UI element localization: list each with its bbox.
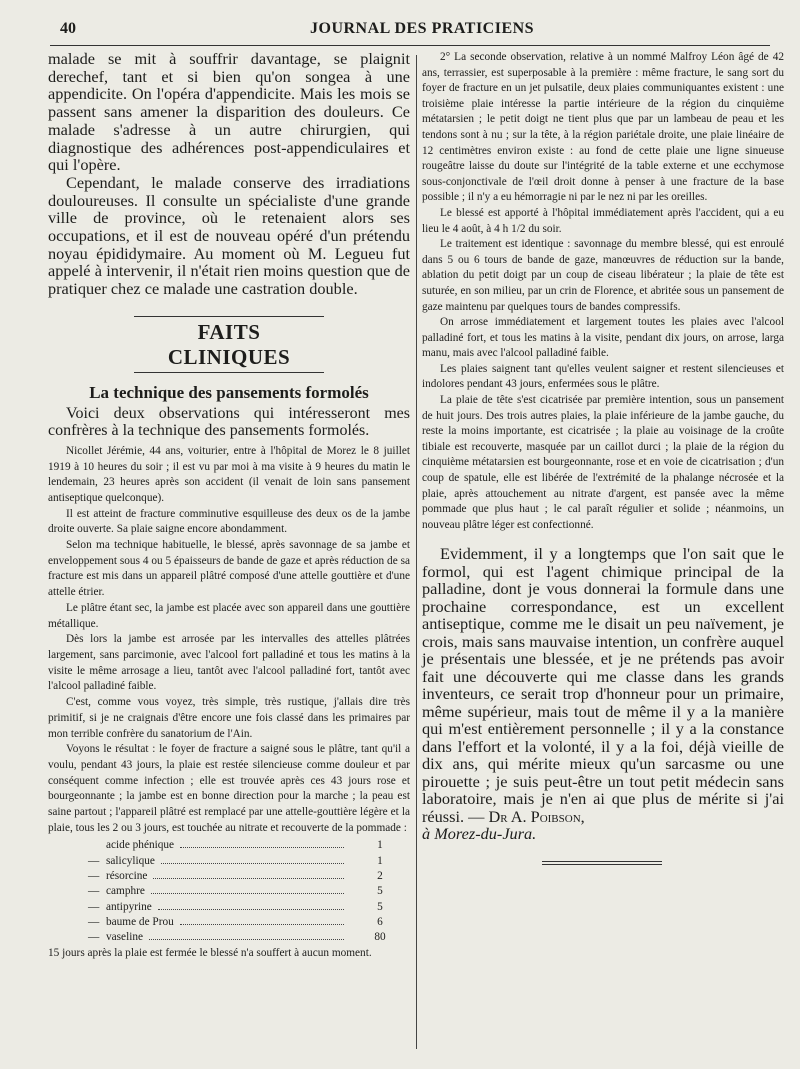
conclusion-block [422,545,784,843]
closing-paragraph: 15 jours après la plaie est fermée le blessé n'a souffert à aucun moment. [48,946,372,959]
recipe-ingredient: résorcine [106,870,148,883]
article-lead: Voici deux observations qui intéresseront mes confrères à la technique des pansements formolés. [48,404,410,440]
recipe-quantity: 5 [377,900,383,913]
leader-dots [158,909,344,910]
recipe-ingredient: baume de Prou [106,915,174,928]
recipe-quantity: 80 [374,931,386,944]
recipe-row [48,884,410,899]
observation-paragraph: Nicollet Jérémie, 44 ans, voiturier, entre à l'hôpital de Morez le 8 juillet 1919 à 10 heures du soir ; il est vu par moi à ma visite à 9 heures du matin le lendemain, 23 heures après son accident (il venait de loin sans pansement antiseptique quelconque). [48,444,410,504]
recipe-row [48,854,410,869]
header-rule [50,45,770,46]
observation-paragraph: Dès lors la jambe est arrosée par les intervalles des attelles plâtrées largement, sans parcimonie, avec l'alcool fort palladiné et tous les matins à la visite le même arrosage a lieu, tantôt avec l'alcool palladiné fort, tantôt avec l'alcool palladiné faible. [48,633,410,693]
recipe-ingredient: vaseline [106,931,144,944]
leader-dots [180,847,344,848]
observation-paragraph: Voyons le résultat : le foyer de fracture a saigné sous le plâtre, tant qu'il a voulu, pendant 43 jours, la plaie est restée silencieuse comme douleur et par conséquent comme infection ; elle est trouvée après ces 43 jours rose et bourgeonnante ; la jambe est en bonne direction pour la marche ; la peau est saine partout ; l'appareil plâtré est remplacé par une attelle-gouttière légère et la plaie, tous les 2 ou 3 jours, est touchée au nitrate et recouverte de la pommade : [48,743,410,834]
recipe-prefix: — [88,900,100,913]
journal-title: JOURNAL DES PRATICIENS [310,20,535,37]
conclusion-paragraph [422,545,784,843]
signature-place: à Morez-du-Jura. [422,824,537,844]
intro-paragraph-2: Cependant, le malade conserve des irradiations douloureuses. Il consulte un spécialiste d'une grande ville de province, où le retenaient alors ses occupations, et il est de nouveau opéré d'un prétendu noyau épididymaire. Au moment où M. Legueu fut appelé à intervenir, il n'était rien moins question que de pratiquer chez ce malade une castration double. [48,172,410,299]
recipe-quantity: 6 [377,915,383,928]
recipe-prefix: — [88,915,100,928]
article-title: La technique des pansements formolés [89,382,369,402]
recipe-prefix: — [88,870,100,883]
recipe-quantity: 2 [377,870,383,883]
observation-paragraph: Le traitement est identique : savonnage du membre blessé, qui est enroulé dans 5 ou 6 tours de bande de gaze, manœuvres de réduction sur la bande, ablation du petit doigt par un coup de ciseau libérateur ; la plaie de tête est suturée, en son milieu, par un crin de Florence, et abritée sous un pansement de gaze maintenu par quelques tours de bandes compressifs. [422,238,784,313]
recipe-quantity: 5 [377,885,383,898]
observation-2 [422,50,784,533]
recipe-row [48,838,410,853]
recipe-row [48,930,410,945]
signature-author: Dr A. Poibson, [488,806,585,826]
observation-paragraph: Le blessé est apporté à l'hôpital immédiatement après l'accident, qui a eu lieu le 4 août, à 4 h 1/2 du soir. [422,206,784,235]
conclusion-text: Evidemment, il y a longtemps que l'on sait que le formol, qui est l'agent chimique principal de la palladine, dont je vous donnerai la formule dans une prochaine correspondance, est un excellent antiseptique, comme me le disait un peu naïvement, je crois, mais sans mauvaise intention, un confrère auquel je présentais une blessée, et je ne prétends pas avoir fait une découverte qui me classe dans les grands inventeurs, ce serait trop d'honneur pour un primaire, même supérieur, mais tout de même il y a la manière qui m'est entièrement personnelle ; il y a la constance dans l'effort et la volonté, il y a la foi, déjà vieille de dix ans, qui mérite mieux qu'un sarcasme ou une pirouette ; je suis peut-être un tout petit médecin sans laboratoire, mais je n'en ai que plus de mérite si j'ai réussi. — [422,544,784,826]
page-header [50,18,780,42]
right-column [422,50,784,865]
leader-dots [161,863,344,864]
leader-dots [149,939,344,940]
recipe-prefix: — [88,931,100,944]
section-title: FAITS CLINIQUES [167,319,291,369]
recipe-quantity: 1 [377,854,383,867]
left-column [48,50,410,961]
end-rule [542,861,662,865]
recipe-ingredient: camphre [106,885,145,898]
recipe-row [48,915,410,930]
recipe-prefix: — [88,854,100,867]
ointment-recipe [48,838,410,945]
recipe-row [48,869,410,884]
leader-dots [153,878,344,879]
observation-paragraph: Il est atteint de fracture comminutive esquilleuse des deux os de la jambe droite ouverte. Sa plaie saigne encore abondamment. [48,507,410,536]
leader-dots [180,924,344,925]
observation-paragraph: Les plaies saignent tant qu'elles veulent saigner et restent silencieuses et indolores pendant 43 jours, enfermées sous le plâtre. [422,362,784,391]
section-title-box [134,316,324,373]
recipe-ingredient: antipyrine [106,900,152,913]
observation-paragraph: C'est, comme vous voyez, très simple, très rustique, j'allais dire très primitif, si je ne craignais d'être encore une fois classé dans les primaires par mon terrible confrère du sanatorium de l'Ain. [48,696,410,740]
column-divider [416,55,417,1049]
observation-paragraph: 2° La seconde observation, relative à un nommé Malfroy Léon âgé de 42 ans, terrassier, est superposable à la première : même fracture, le sang sort du foyer de fracture en un jet pulsatile, deux plaies communiquantes existent : une troisième plaie intéresse la partie intérieure de la région du cinquième métatarsien ; le petit doigt ne tient plus que par un lambeau de peau et les tendons sont à nu ; sur la tête, à la région pariétale droite, une plaie linéaire de 12 centimètres environ existe : au fond de cette plaie une ligne sinueuse rougeâtre laisse du doute sur l'intégrité de la table externe et une ecchymose sous-conjonctivale de l'œil droit donne à penser à une fracture de la base possible ; il n'y a eu hémorragie ni par le nez ni par les oreilles. [422,51,784,204]
observation-paragraph: Selon ma technique habituelle, le blessé, après savonnage de sa jambe et enveloppement sous 4 ou 5 épaisseurs de bande de gaze et après réduction de sa fracture est mis dans un appareil plâtré composé d'une attelle gouttière et d'une attelle étrier. [48,539,410,599]
intro-paragraph-1: malade se mit à souffrir davantage, se plaignit derechef, tant et si bien qu'on songea à une appendicite. On l'opéra d'appendicite. Mais les mois se passent sans amener la disparition des douleurs. Ce malade s'adresse à un autre chirurgien, qui diagnostique des adhérences post-appendiculaires et qui l'opère. [48,49,410,175]
recipe-quantity: 1 [377,839,383,852]
recipe-prefix: — [88,885,100,898]
intro-text [48,50,410,298]
page-number: 40 [60,20,76,37]
recipe-ingredient: salicylique [106,854,155,867]
observation-paragraph: On arrose immédiatement et largement toutes les plaies avec l'alcool palladiné fort, et tous les matins à la visite, pendant dix jours, on arrose, larga manu, mais avec l'alcool palladiné faible. [422,316,784,360]
observation-paragraph: La plaie de tête s'est cicatrisée par première intention, sous un pansement de huit jours. Des trois autres plaies, la plaie inférieure de la jambe gauche, du reste la moins importante, est cicatrisée ; la plaie au voisinage de la croûte tibiale est recouverte, masquée par un caillot durci ; la plaie de la région du cinquième métatarsien est bourgeonnante, rose et en voie de cicatrisation ; d'un coup de spatule, elle est libérée de l'extrémité de la phalange nécrosée et la plaie, après attouchement au nitrate d'argent, est pansée avec la même pommade que plus haut ; le cal paraît régulier et solide ; néanmoins, un nouveau plâtre léger est confectionné. [422,394,784,531]
recipe-row [48,900,410,915]
observation-1 [48,444,410,837]
leader-dots [151,893,344,894]
recipe-ingredient: acide phénique [106,839,175,852]
observation-paragraph: Le plâtre étant sec, la jambe est placée avec son appareil dans une gouttière métallique. [48,601,410,630]
